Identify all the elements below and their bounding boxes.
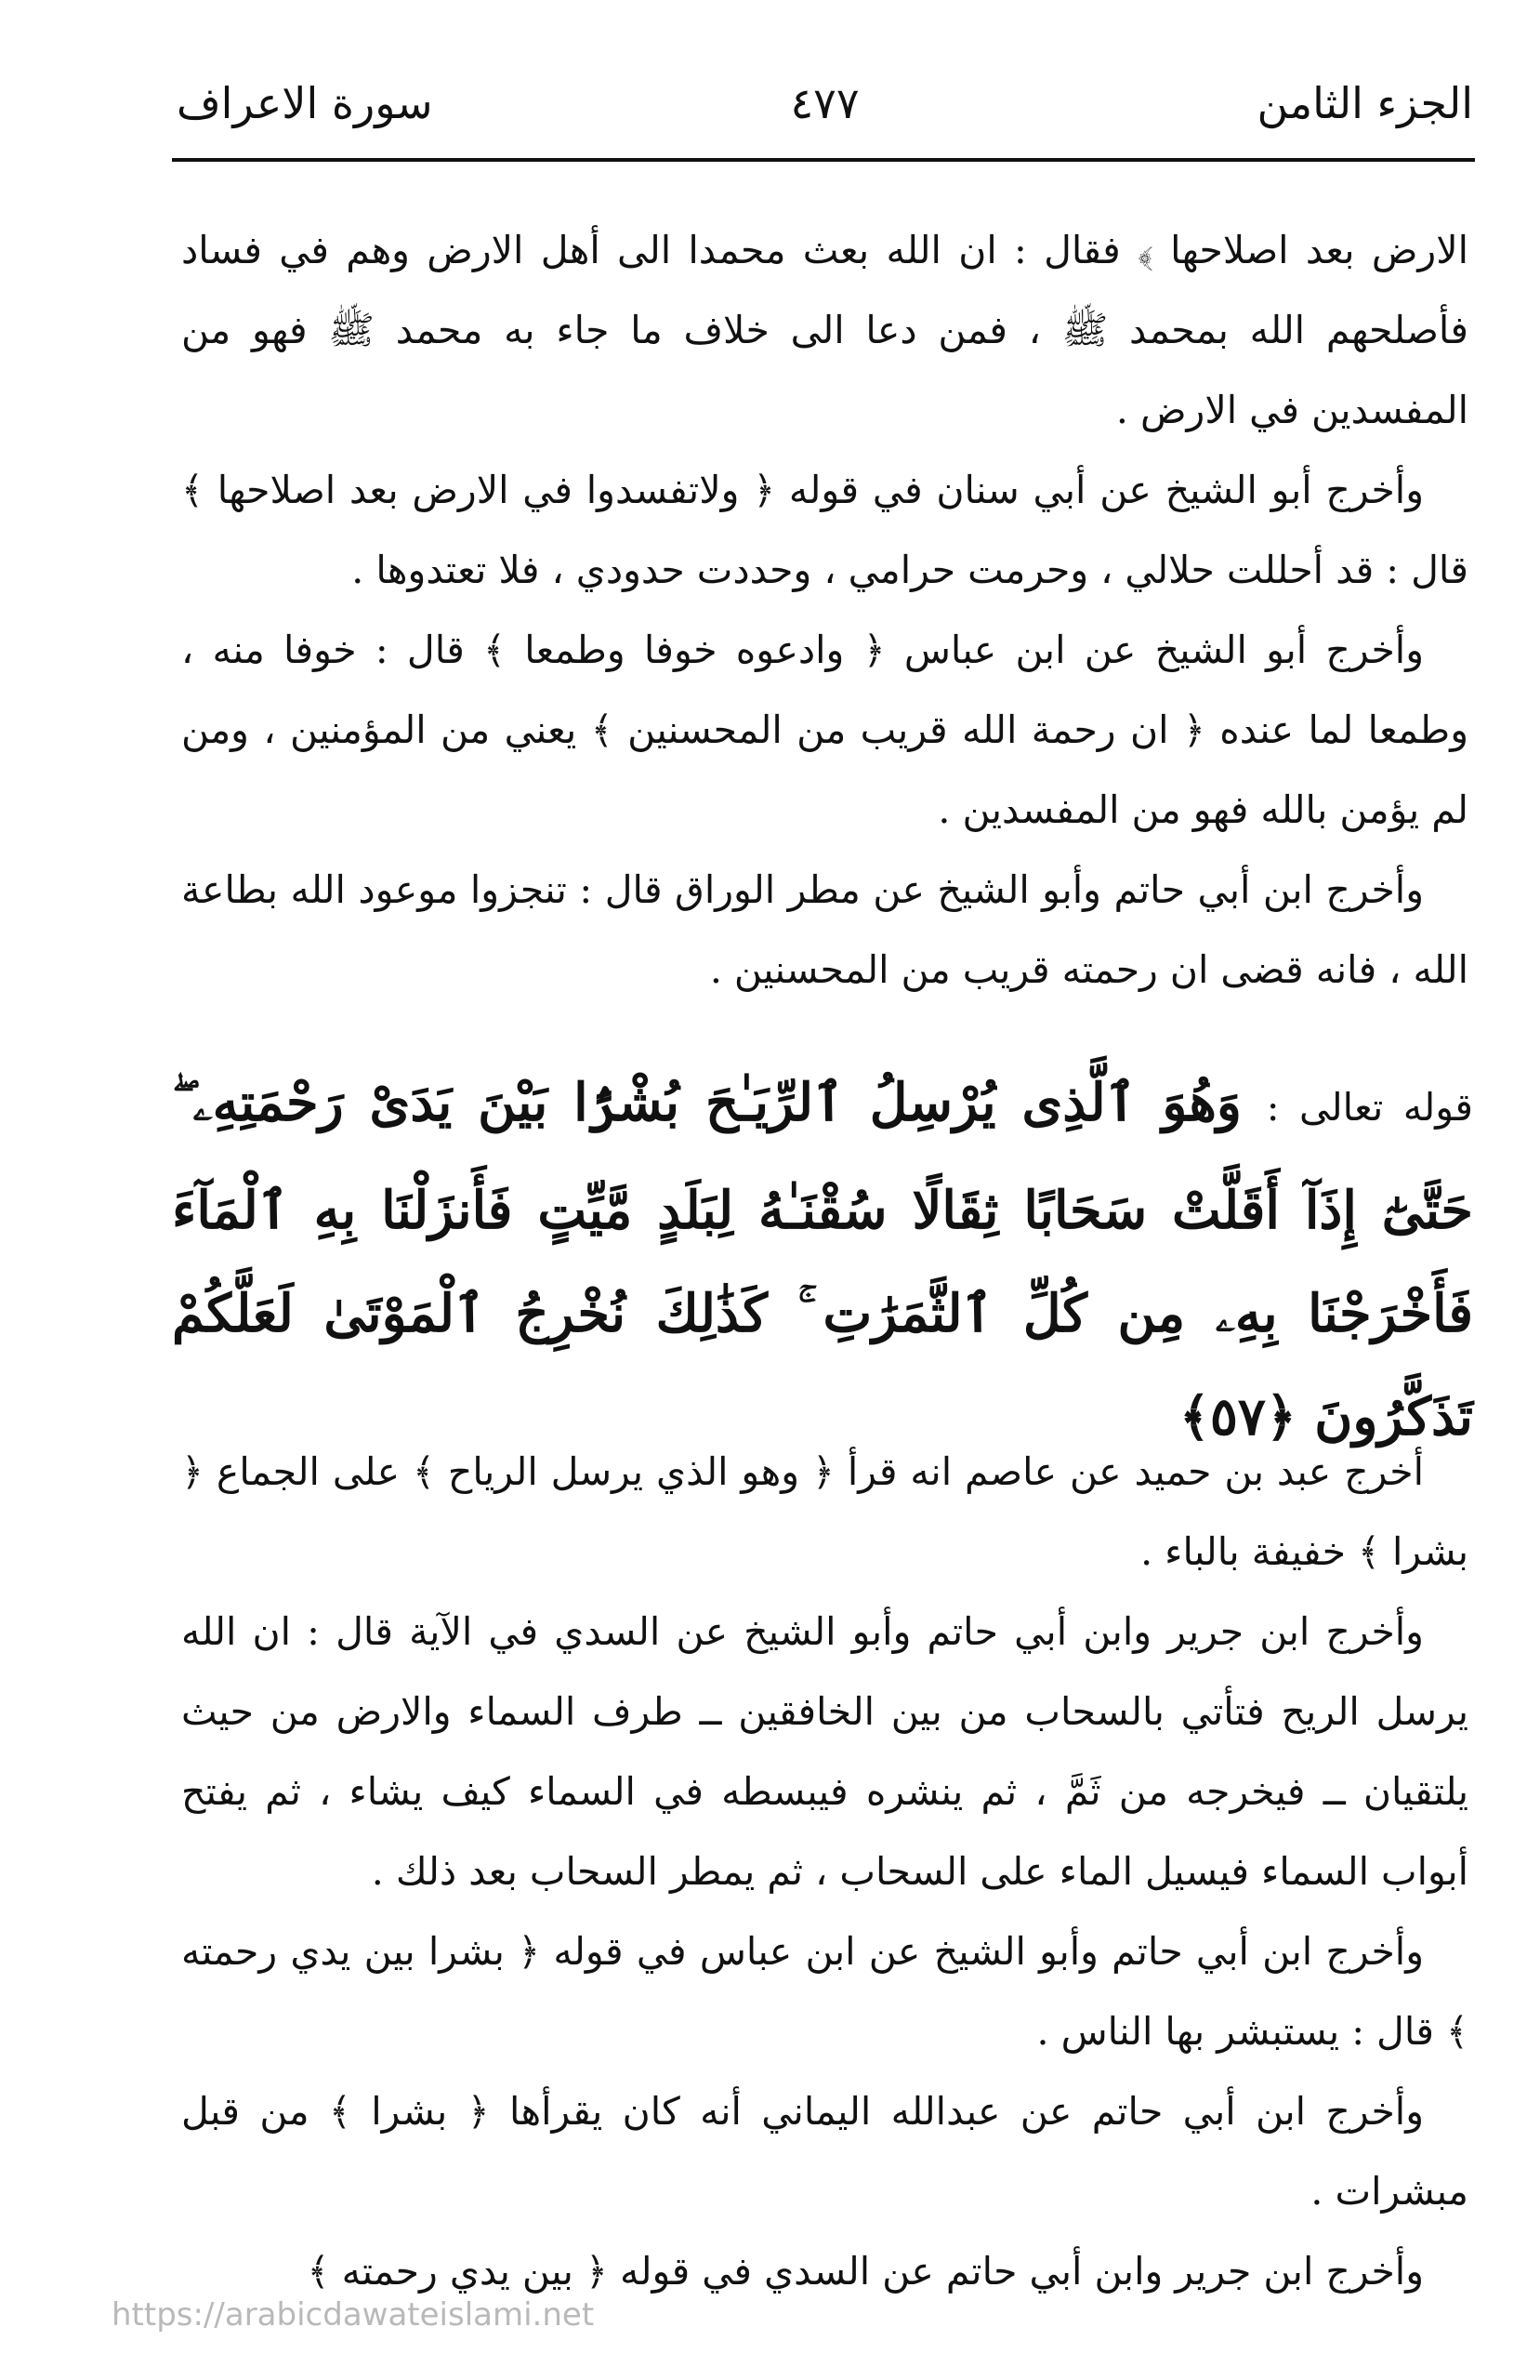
- paragraph: وأخرج أبو الشيخ عن ابن عباس ﴿ وادعوه خوفا وطمعا ﴾ قال : خوفا منه ، وطمعا لما عنده ﴿ ان رحمة الله قريب من المحسنين ﴾ يعني من المؤمنين ، ومن لم يؤمن بالله فهو من المفسدين .: [181, 628, 1468, 832]
- page-header: [177, 61, 1473, 145]
- paragraph: وأخرج أبو الشيخ عن أبي سنان في قوله ﴿ ولاتفسدوا في الارض بعد اصلاحها ﴾ قال : قد أحللت حلالي ، وحرمت حرامي ، وحددت حدودي ، فلا تعتدوها .: [181, 468, 1468, 592]
- commentary-block-bottom: [181, 1432, 1468, 2311]
- part-title: الجزء الثامن: [1257, 78, 1473, 128]
- paragraph: الارض بعد اصلاحها ﴾ فقال : ان الله بعث محمدا الى أهل الارض وهم في فساد فأصلحهم الله بمحمد ﷺ ، فمن دعا الى خلاف ما جاء به محمد ﷺ فهو من المفسدين في الارض .: [181, 228, 1468, 432]
- watermark-url: https://arabicdawateislami.net: [112, 2296, 595, 2334]
- paragraph: وأخرج ابن جرير وابن أبي حاتم وأبو الشيخ عن السدي في الآية قال : ان الله يرسل الريح فتأتي بالسحاب من بين الخافقين ــ طرف السماء والارض من حيث يلتقيان ــ فيخرجه من ثَمَّ ، ثم ينشره فيبسطه في السماء كيف يشاء ، ثم يفتح أبواب السماء فيسيل الماء على السحاب ، ثم يمطر السحاب بعد ذلك .: [181, 1609, 1468, 1894]
- paragraph: وأخرج ابن أبي حاتم وأبو الشيخ عن مطر الوراق قال : تنجزوا موعود الله بطاعة الله ، فانه قضى ان رحمته قريب من المحسنين .: [181, 867, 1468, 992]
- commentary-block-top: [181, 210, 1468, 1010]
- header-rule: [172, 158, 1475, 162]
- paragraph: وأخرج ابن جرير وابن أبي حاتم عن السدي في قوله ﴿ بين يدي رحمته ﴾: [307, 2249, 1424, 2294]
- paragraph: وأخرج ابن أبي حاتم وأبو الشيخ عن ابن عباس في قوله ﴿ بشرا بين يدي رحمته ﴾ قال : يستبشر بها الناس .: [181, 1929, 1468, 2054]
- page-number: ٤٧٧: [790, 78, 860, 128]
- paragraph: وأخرج ابن أبي حاتم عن عبدالله اليماني أنه كان يقرأها ﴿ بشرا ﴾ من قبل مبشرات .: [181, 2089, 1468, 2214]
- verse-text: وَهُوَ ٱلَّذِى يُرْسِلُ ٱلرِّيَـٰحَ بُشْرًۢا بَيْنَ يَدَىْ رَحْمَتِهِۦ ۖ حَتَّىٰٓ إِذَآ أَقَلَّتْ سَحَابًا ثِقَالًا سُقْنَـٰهُ لِبَلَدٍ مَّيِّتٍ فَأَنزَلْنَا بِهِ ٱلْمَآءَ فَأَخْرَجْنَا بِهِۦ مِن كُلِّ ٱلثَّمَرَٰتِ ۚ كَذَٰلِكَ نُخْرِجُ ٱلْمَوْتَىٰ لَعَلَّكُمْ تَذَكَّرُونَ ﴿٥٧﴾: [172, 1072, 1473, 1448]
- paragraph: أخرج عبد بن حميد عن عاصم انه قرأ ﴿ وهو الذي يرسل الرياح ﴾ على الجماع ﴿ بشرا ﴾ خفيفة بالباء .: [181, 1449, 1468, 1574]
- quran-verse: [172, 1051, 1473, 1468]
- verse-lead: قوله تعالى :: [1266, 1085, 1474, 1130]
- surah-title: سورة الاعراف: [177, 78, 433, 128]
